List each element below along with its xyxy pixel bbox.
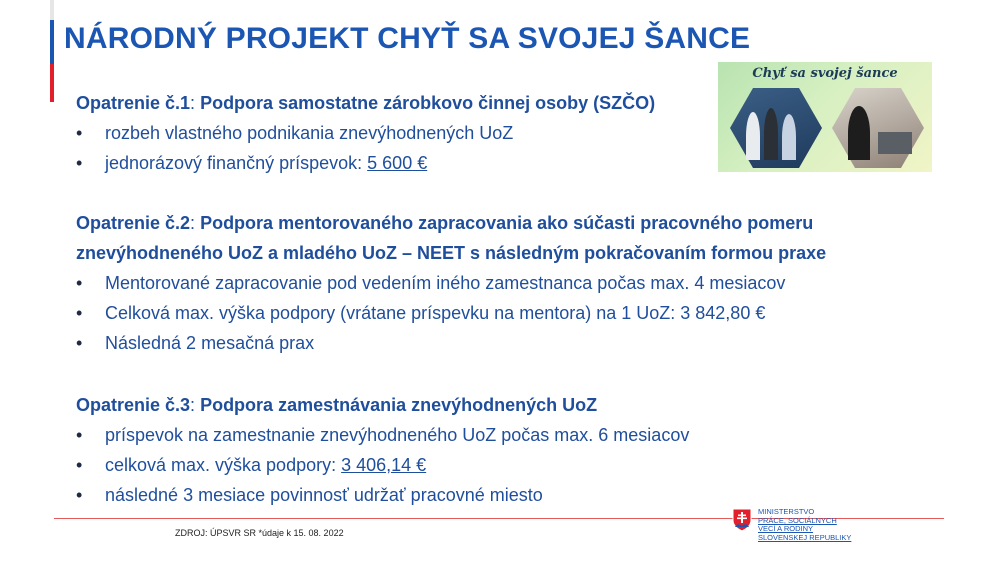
flag-stripe-blue [50, 20, 54, 64]
list-item: • Celková max. výška podpory (vrátane príspevku na mentora) na 1 UoZ: 3 842,80 € [76, 298, 936, 328]
list-item: • Následná 2 mesačná prax [76, 328, 936, 358]
page-title: NÁRODNÝ PROJEKT CHYŤ SA SVOJEJ ŠANCE [64, 22, 751, 55]
list-item: • celková max. výška podpory: 3 406,14 € [76, 450, 936, 480]
measure-1-bullets [76, 118, 936, 178]
measure-2-bullets [76, 268, 936, 358]
list-item: • jednorázový finančný príspevok: 5 600 € [76, 148, 936, 178]
measure-title: Podpora mentorovaného zapracovania ako súčasti pracovného pomeru [200, 213, 814, 233]
promo-image-caption: Chyť sa svojej šance [752, 66, 898, 81]
measure-label: Opatrenie č.1 [76, 93, 191, 113]
slovak-coat-of-arms-icon [732, 508, 752, 532]
flag-stripe-red [50, 64, 54, 102]
list-item: • Mentorované zapracovanie pod vedením iného zamestnanca počas max. 4 mesiacov [76, 268, 936, 298]
measure-title: Podpora zamestnávania znevýhodnených UoZ [200, 395, 598, 415]
measure-title-line2: znevýhodneného UoZ a mladého UoZ – NEET s následným pokračovaním formou praxe [76, 243, 827, 263]
measure-3-bullets [76, 420, 936, 510]
list-item: • rozbeh vlastného podnikania znevýhodnených UoZ [76, 118, 936, 148]
source-note: ZDROJ: ÚPSVR SR *údaje k 15. 08. 2022 [175, 528, 344, 538]
ministry-name [758, 508, 851, 542]
amount-value: 3 406,14 € [341, 455, 427, 475]
measure-1-heading: Opatrenie č.1: Podpora samostatne zárobkovo činnej osoby (SZČO) [76, 93, 656, 113]
list-item: • príspevok na zamestnanie znevýhodneného UoZ počas max. 6 mesiacov [76, 420, 936, 450]
ministry-line: MINISTERSTVO [758, 507, 815, 516]
measure-label: Opatrenie č.2 [76, 213, 191, 233]
measure-title: Podpora samostatne zárobkovo činnej osoby (SZČO) [200, 93, 656, 113]
measure-2-heading: Opatrenie č.2: Podpora mentorovaného zapracovania ako súčasti pracovného pomeru znevýhodneného UoZ a mladého UoZ – NEET s následným pokračovaním formou praxe [76, 213, 827, 263]
ministry-line: SLOVENSKEJ REPUBLIKY [758, 532, 852, 542]
list-item: • následné 3 mesiace povinnosť udržať pracovné miesto [76, 480, 936, 510]
flag-stripe-white [50, 0, 54, 20]
measure-3-heading: Opatrenie č.3: Podpora zamestnávania znevýhodnených UoZ [76, 395, 598, 415]
ministry-line: PRÁCE, SOCIÁLNYCH [758, 515, 837, 525]
amount-value: 5 600 € [367, 153, 428, 173]
measures-content [76, 88, 936, 510]
ministry-line: VECÍ A RODINY [758, 524, 814, 533]
ministry-logo [732, 508, 932, 548]
measure-label: Opatrenie č.3 [76, 395, 191, 415]
